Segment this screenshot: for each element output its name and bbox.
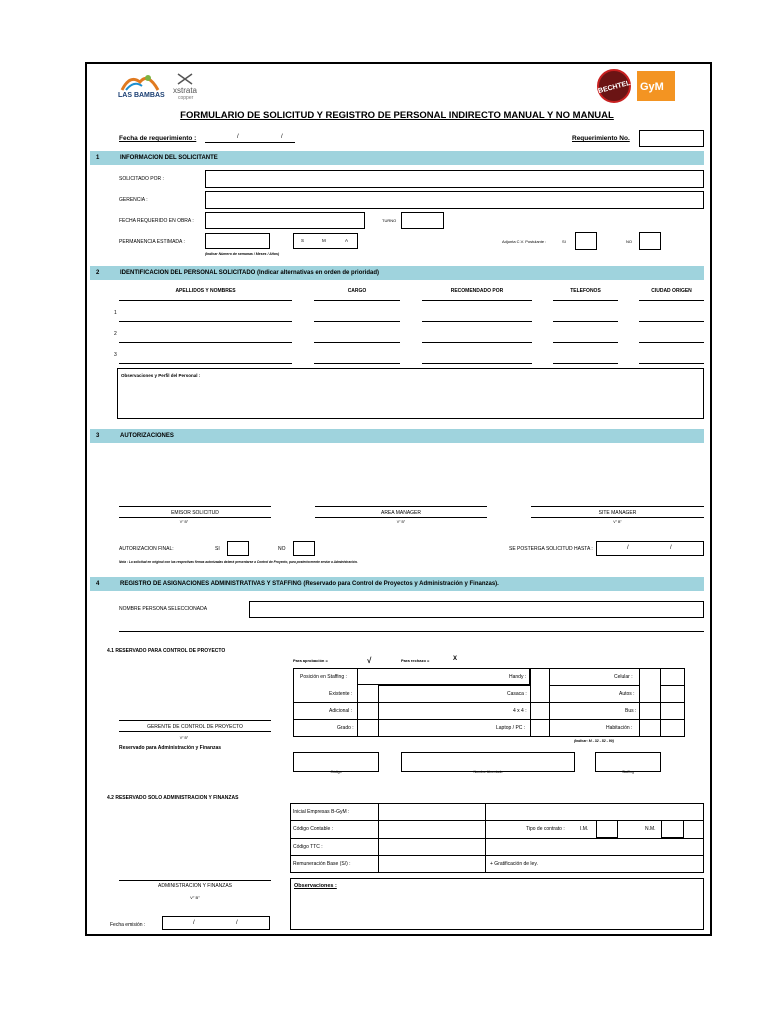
recomendado-field[interactable] bbox=[422, 342, 532, 343]
months-option[interactable]: M bbox=[322, 238, 326, 243]
emisor-signature-line[interactable] bbox=[119, 506, 271, 507]
row-number: 3 bbox=[114, 352, 117, 358]
vb-label: V° B° bbox=[396, 520, 406, 524]
remuneracion-label: Remuneración Base (S/) : bbox=[293, 861, 351, 867]
date-sep: / bbox=[670, 545, 672, 551]
observaciones-perfil-label: Observaciones y Perfil del Personal : bbox=[121, 373, 201, 378]
admin-finanzas-label: ADMINISTRACION Y FINANZAS bbox=[158, 883, 232, 889]
posicion-staffing-field[interactable] bbox=[357, 668, 530, 685]
autorizacion-final-label: AUTORIZACION FINAL: bbox=[119, 546, 174, 552]
gerencia-field[interactable] bbox=[205, 191, 704, 209]
gym-logo-text: GyM bbox=[640, 81, 664, 93]
vb-label: V° B° bbox=[179, 736, 189, 740]
celular-label: Celular : bbox=[614, 674, 633, 680]
posterga-date-field[interactable] bbox=[596, 541, 704, 556]
bus-label: Bus : bbox=[625, 708, 637, 714]
section-title: IDENTIFICACION DEL PERSONAL SOLICITADO (Indicar alternativas en orden de prioridad) bbox=[120, 270, 380, 276]
grid-line bbox=[290, 838, 704, 839]
apellidos-field[interactable] bbox=[119, 363, 292, 364]
column-header: TELEFONOS bbox=[570, 288, 601, 294]
area-manager-signature-line[interactable] bbox=[315, 506, 487, 507]
weeks-option[interactable]: S bbox=[301, 238, 305, 243]
observaciones-perfil-field[interactable] bbox=[117, 368, 704, 419]
apellidos-field[interactable] bbox=[119, 321, 292, 322]
gerencia-label: GERENCIA : bbox=[119, 197, 148, 203]
area-manager-label: AREA MANAGER bbox=[380, 510, 421, 516]
para-aprobacion-label: Para aprobación = bbox=[293, 658, 328, 663]
staffing-label: Staffing bbox=[622, 770, 634, 774]
handy-label: Handy : bbox=[509, 674, 527, 680]
section-title: INFORMACION DEL SOLICITANTE bbox=[120, 155, 218, 161]
codigo-label: Código bbox=[330, 770, 342, 774]
grid-line bbox=[293, 702, 685, 703]
fecha-emision-field[interactable] bbox=[162, 916, 270, 930]
svg-text:BECHTEL: BECHTEL bbox=[597, 79, 632, 96]
section-number: 3 bbox=[96, 433, 100, 439]
cv-no-label: NO bbox=[626, 239, 632, 244]
ciudad-field[interactable] bbox=[639, 363, 704, 364]
date-sep: / bbox=[627, 545, 629, 551]
cv-si-checkbox[interactable] bbox=[575, 232, 597, 250]
section-title: REGISTRO DE ASIGNACIONES ADMINISTRATIVAS Y STAFFING (Reservado para Control de Proyectos y Administración y Finanzas). bbox=[120, 581, 499, 587]
gerente-label: GERENTE DE CONTROL DE PROYECTO bbox=[147, 724, 243, 730]
xstrata-copper-text: copper bbox=[178, 95, 194, 101]
column-header: CARGO bbox=[347, 288, 367, 294]
gratificacion-label: + Gratificación de ley. bbox=[490, 861, 538, 867]
column-header: RECOMENDADO POR bbox=[450, 288, 504, 294]
section-divider bbox=[119, 631, 704, 632]
gerente-signature-line[interactable] bbox=[119, 720, 271, 721]
autorizacion-si-label: SI bbox=[215, 546, 220, 552]
nm-label: N.M. bbox=[645, 826, 656, 832]
nota-text: Nota : La solicitud en original con las respectivas firmas autorizadas deberá presentarse a Control de Proyecto, para posteriormente enviar a Administración. bbox=[119, 560, 358, 564]
autorizacion-no-label: NO bbox=[278, 546, 286, 552]
cv-no-checkbox[interactable] bbox=[639, 232, 661, 250]
ciudad-field[interactable] bbox=[639, 342, 704, 343]
posicion-staffing-label: Posición en Staffing : bbox=[300, 674, 347, 680]
solicitado-por-label: SOLICITADO POR : bbox=[119, 176, 164, 182]
posterga-label: SE POSTERGA SOLICITUD HASTA : bbox=[509, 546, 593, 552]
row-number: 1 bbox=[114, 310, 117, 316]
section-number: 1 bbox=[96, 155, 100, 161]
las-bambas-mountain-icon bbox=[120, 70, 160, 92]
telefono-field[interactable] bbox=[553, 342, 618, 343]
adjunta-cv-label: Adjunta C.V. Postulante : bbox=[502, 239, 547, 244]
section-title: AUTORIZACIONES bbox=[120, 433, 174, 439]
admin-signature-line[interactable] bbox=[119, 880, 271, 881]
section-42-title: 4.2 RESERVADO SOLO ADMINISTRACION Y FINANZAS bbox=[107, 795, 239, 801]
signature-underline bbox=[119, 517, 271, 518]
admin-values-column[interactable] bbox=[378, 803, 486, 873]
apellidos-field[interactable] bbox=[119, 342, 292, 343]
emisor-label: EMISOR SOLICITUD bbox=[171, 510, 219, 516]
cargo-field[interactable] bbox=[314, 363, 400, 364]
header-underline bbox=[119, 300, 292, 301]
vb-label: V° B° bbox=[179, 520, 189, 524]
fecha-obra-field[interactable] bbox=[205, 212, 365, 229]
fecha-obra-label: FECHA REQUERIDO EN OBRA : bbox=[119, 218, 194, 224]
nm-checkbox[interactable] bbox=[661, 820, 684, 838]
vb-label: V° B° bbox=[613, 520, 622, 524]
indicar-m-hint: (Indicar: M - 32 - 52 - 90) bbox=[574, 739, 614, 743]
header-underline bbox=[422, 300, 532, 301]
reservado-admin-label: Reservado para Administración y Finanzas bbox=[119, 745, 222, 751]
adicional-label: Adicional : bbox=[329, 708, 353, 714]
casaca-label: Casaca : bbox=[507, 691, 527, 697]
section-2-header bbox=[90, 266, 704, 280]
permanencia-field[interactable] bbox=[205, 233, 270, 249]
form-title: FORMULARIO DE SOLICITUD Y REGISTRO DE PERSONAL INDIRECTO MANUAL Y NO MANUAL bbox=[180, 110, 614, 121]
cargo-field[interactable] bbox=[314, 321, 400, 322]
row-number: 2 bbox=[114, 331, 117, 337]
column-header: APELLIDOS Y NOMBRES bbox=[175, 288, 236, 294]
codigo-ttc-label: Código TTC : bbox=[293, 844, 323, 850]
xstrata-x-icon bbox=[175, 73, 195, 85]
im-label: I.M. bbox=[580, 826, 589, 832]
ciudad-field[interactable] bbox=[639, 321, 704, 322]
laptop-label: Laptop / PC : bbox=[496, 725, 526, 731]
column-header: CIUDAD ORIGEN bbox=[651, 288, 692, 294]
solicitado-por-field[interactable] bbox=[205, 170, 704, 188]
grid-line bbox=[293, 719, 685, 720]
codigo-contable-label: Código Contable : bbox=[293, 826, 334, 832]
site-manager-signature-line[interactable] bbox=[531, 506, 704, 507]
las-bambas-text: LAS BAMBAS bbox=[118, 92, 165, 99]
section-number: 2 bbox=[96, 270, 100, 276]
grid-line bbox=[379, 685, 530, 686]
requerimiento-no-field[interactable] bbox=[639, 130, 704, 147]
inicial-empresas-label: Inicial Empresas B-GyM : bbox=[293, 809, 350, 815]
section-1-header bbox=[90, 151, 704, 165]
signature-underline bbox=[531, 517, 704, 518]
autorizacion-si-checkbox[interactable] bbox=[227, 541, 249, 556]
permanencia-label: PERMANENCIA ESTIMADA : bbox=[119, 239, 185, 245]
header-underline bbox=[314, 300, 400, 301]
nombre-abreviado-label: Nombre Abreviado bbox=[473, 770, 503, 774]
bechtel-seal-icon bbox=[595, 69, 633, 103]
tipo-contrato-label: Tipo de contrato : bbox=[526, 826, 565, 832]
fecha-emision-label: Fecha emisión : bbox=[110, 922, 146, 928]
requerimiento-no-label: Requerimiento No. bbox=[572, 135, 630, 142]
section-3-header bbox=[90, 429, 704, 443]
check-mark: √ bbox=[367, 656, 372, 665]
habitacion-label: Habitación : bbox=[606, 725, 633, 731]
turno-field[interactable] bbox=[401, 212, 444, 229]
years-option[interactable]: A bbox=[345, 238, 349, 243]
nombre-seleccionada-field[interactable] bbox=[249, 601, 704, 618]
site-manager-label: SITE MANAGER bbox=[598, 510, 637, 516]
signature-underline bbox=[315, 517, 487, 518]
telefono-field[interactable] bbox=[553, 321, 618, 322]
recomendado-field[interactable] bbox=[422, 321, 532, 322]
grid-line bbox=[290, 820, 704, 821]
signature-underline bbox=[119, 731, 271, 732]
date-sep: / bbox=[193, 920, 195, 926]
permanencia-hint: (Indicar Número de semanas / Meses / Años) bbox=[205, 252, 280, 256]
autorizacion-no-checkbox[interactable] bbox=[293, 541, 315, 556]
xstrata-text: xstrata bbox=[173, 86, 198, 95]
observaciones-label: Observaciones : bbox=[294, 883, 337, 889]
auto-label: Autos : bbox=[619, 691, 635, 697]
fecha-requerimiento-label: Fecha de requerimiento : bbox=[119, 135, 197, 142]
date-sep: / bbox=[281, 134, 283, 140]
vb-label: V° B° bbox=[190, 895, 200, 900]
header-underline bbox=[639, 300, 704, 301]
observaciones-field[interactable] bbox=[290, 878, 704, 930]
gym-logo bbox=[637, 71, 675, 101]
cv-si-label: SI bbox=[562, 239, 566, 244]
grado-label: Grado : bbox=[337, 725, 354, 731]
fecha-requerimiento-field[interactable] bbox=[205, 142, 295, 143]
grid-line bbox=[661, 685, 685, 686]
grid-line bbox=[290, 855, 704, 856]
date-sep: / bbox=[236, 920, 238, 926]
section-4-header bbox=[90, 577, 704, 591]
recomendado-field[interactable] bbox=[422, 363, 532, 364]
section-41-title: 4.1 RESERVADO PARA CONTROL DE PROYECTO bbox=[107, 648, 226, 654]
im-checkbox[interactable] bbox=[596, 820, 618, 838]
telefono-field[interactable] bbox=[553, 363, 618, 364]
header-underline bbox=[553, 300, 618, 301]
x-mark: X bbox=[453, 656, 458, 662]
date-sep: / bbox=[237, 134, 239, 140]
nombre-seleccionada-label: NOMBRE PERSONA SELECCIONADA bbox=[119, 606, 208, 612]
turno-label: TURNO bbox=[382, 218, 397, 223]
cargo-field[interactable] bbox=[314, 342, 400, 343]
grid-line bbox=[550, 685, 639, 686]
existente-label: Existente : bbox=[329, 691, 353, 697]
para-rechazo-label: Para rechazo = bbox=[401, 658, 430, 663]
section-number: 4 bbox=[96, 581, 100, 587]
cuatro-x-cuatro-label: 4 x 4 : bbox=[513, 708, 527, 714]
